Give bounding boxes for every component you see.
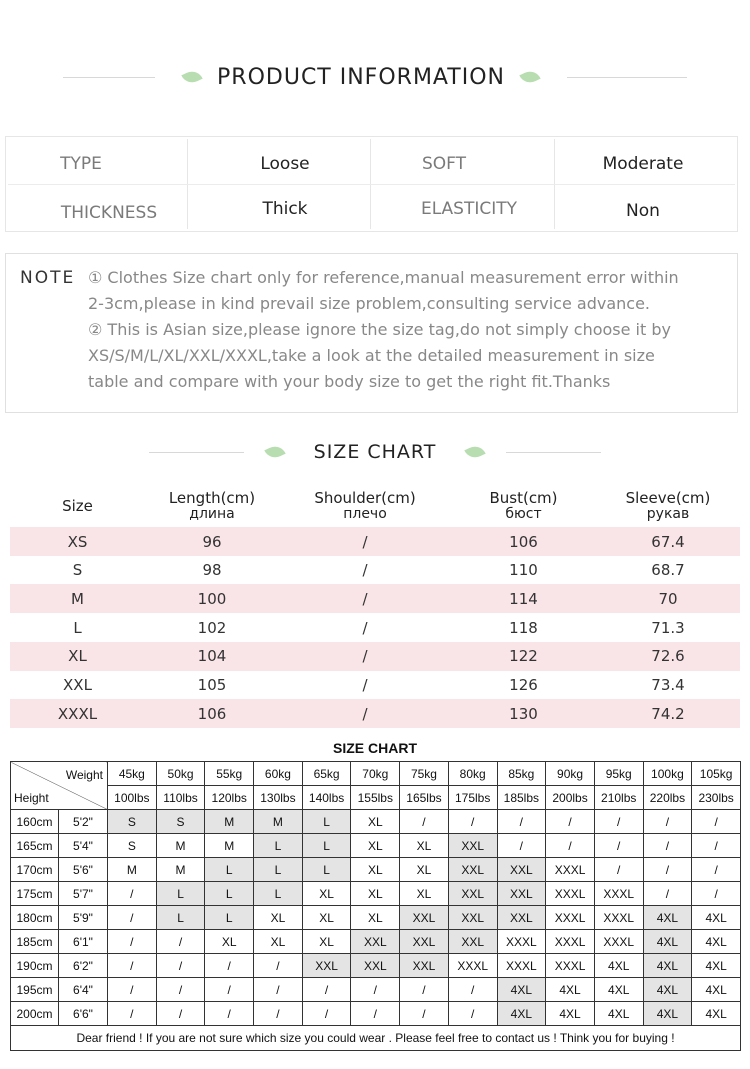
size-cell: XXL — [351, 954, 400, 978]
size-cell: XL — [254, 930, 303, 954]
size-cell: / — [156, 954, 205, 978]
size-cell: 4XL — [692, 978, 741, 1002]
header-length: Length(cm) — [168, 489, 256, 507]
height-cm: 200cm — [11, 1002, 59, 1026]
weight-kg: 50kg — [156, 762, 205, 786]
size-cell: L — [205, 858, 254, 882]
size-cell: 4XL — [594, 1002, 643, 1026]
weight-kg: 105kg — [692, 762, 741, 786]
info-value: Non — [626, 201, 660, 221]
size-cell: / — [156, 930, 205, 954]
height-cm: 165cm — [11, 834, 59, 858]
weight-kg: 85kg — [497, 762, 546, 786]
size-cell: / — [448, 1002, 497, 1026]
size-cell: XXXL — [546, 906, 595, 930]
size-chart-cell: 105 — [197, 676, 227, 694]
size-cell: 4XL — [643, 906, 692, 930]
size-cell: L — [254, 858, 303, 882]
height-ft: 5'2" — [59, 810, 108, 834]
size-cell: / — [692, 882, 741, 906]
height-cm: 180cm — [11, 906, 59, 930]
fit-chart-row — [11, 858, 741, 882]
size-cell: L — [205, 882, 254, 906]
size-chart-cell: / — [362, 704, 368, 723]
info-label: TYPE — [60, 154, 102, 174]
size-cell: / — [351, 978, 400, 1002]
size-cell: / — [692, 810, 741, 834]
header-bust: Bust(cm) — [489, 489, 558, 507]
size-cell: 4XL — [594, 954, 643, 978]
size-cell: L — [156, 882, 205, 906]
weight-kg: 75kg — [400, 762, 449, 786]
size-cell: L — [302, 810, 351, 834]
size-chart-cell: / — [362, 676, 368, 694]
size-cell: / — [254, 954, 303, 978]
size-cell: / — [108, 954, 157, 978]
fit-chart-row — [11, 930, 741, 954]
size-chart-cell: 98 — [202, 561, 222, 580]
size-cell: XL — [351, 858, 400, 882]
size-chart-row — [10, 642, 740, 671]
product-info-heading — [0, 62, 750, 92]
size-cell: XXL — [497, 906, 546, 930]
size-cell: XXL — [448, 906, 497, 930]
size-cell: / — [692, 858, 741, 882]
size-chart-cell: 106 — [197, 704, 227, 723]
size-cell: / — [205, 978, 254, 1002]
weight-lbs: 185lbs — [497, 786, 546, 810]
size-chart-cell: / — [362, 647, 368, 666]
size-cell: S — [156, 810, 205, 834]
size-cell: / — [351, 1002, 400, 1026]
size-cell: / — [108, 906, 157, 930]
note-line: ② This is Asian size,please ignore the size tag,do not simply choose it by — [88, 320, 671, 339]
size-cell: XL — [351, 834, 400, 858]
size-cell: XXL — [448, 834, 497, 858]
size-cell: 4XL — [497, 1002, 546, 1026]
size-cell: S — [108, 834, 157, 858]
size-chart-cell: / — [362, 618, 368, 637]
size-cell: XL — [351, 882, 400, 906]
fit-chart-row — [11, 810, 741, 834]
size-cell: XL — [351, 810, 400, 834]
divider-line — [149, 452, 244, 453]
size-cell: / — [108, 978, 157, 1002]
size-chart-cell: 73.4 — [651, 676, 685, 694]
size-cell: / — [594, 810, 643, 834]
size-cell: XXL — [497, 882, 546, 906]
leaf-icon — [519, 68, 540, 86]
height-label: Height — [14, 791, 49, 805]
size-cell: XXL — [448, 882, 497, 906]
size-cell: XXXL — [546, 930, 595, 954]
size-cell: XXXL — [594, 930, 643, 954]
size-cell: XXXL — [594, 906, 643, 930]
size-chart-cell: 96 — [202, 532, 222, 551]
size-cell: / — [400, 810, 449, 834]
weight-kg: 90kg — [546, 762, 595, 786]
size-chart-cell: XXXL — [57, 704, 98, 723]
size-cell: / — [643, 810, 692, 834]
header-sleeve: Sleeve(cm) — [625, 489, 711, 507]
size-cell: XL — [254, 906, 303, 930]
height-cm: 185cm — [11, 930, 59, 954]
size-cell: / — [108, 930, 157, 954]
size-cell: XXL — [400, 906, 449, 930]
size-cell: XXL — [497, 858, 546, 882]
size-chart-row — [10, 584, 740, 613]
size-cell: XXXL — [546, 954, 595, 978]
size-cell: L — [205, 906, 254, 930]
weight-lbs: 200lbs — [546, 786, 595, 810]
size-cell: L — [156, 906, 205, 930]
section-title: PRODUCT INFORMATION — [217, 64, 505, 90]
size-cell: 4XL — [692, 954, 741, 978]
size-cell: M — [205, 834, 254, 858]
size-chart-row — [10, 699, 740, 728]
size-cell: / — [156, 1002, 205, 1026]
size-cell: M — [108, 858, 157, 882]
size-cell: / — [302, 978, 351, 1002]
size-cell: / — [205, 954, 254, 978]
size-cell: 4XL — [497, 978, 546, 1002]
size-cell: XL — [302, 930, 351, 954]
size-cell: XXL — [351, 930, 400, 954]
size-cell: / — [643, 882, 692, 906]
size-cell: / — [643, 858, 692, 882]
leaf-icon — [181, 68, 202, 86]
weight-label: Weight — [65, 768, 103, 782]
size-chart-cell: L — [73, 618, 82, 637]
size-chart-cell: 104 — [197, 647, 227, 666]
note-line: table and compare with your body size to get the right fit.Thanks — [88, 372, 611, 391]
weight-lbs: 210lbs — [594, 786, 643, 810]
weight-kg: 80kg — [448, 762, 497, 786]
weight-kg: 95kg — [594, 762, 643, 786]
size-cell: / — [692, 834, 741, 858]
size-chart-header — [10, 484, 740, 528]
size-cell: XL — [400, 882, 449, 906]
size-cell: M — [156, 834, 205, 858]
info-value: Moderate — [602, 154, 684, 174]
info-value: Loose — [260, 154, 310, 174]
size-chart-cell: 102 — [197, 618, 227, 637]
size-cell: / — [643, 834, 692, 858]
size-chart-row — [10, 556, 740, 585]
size-cell: XL — [400, 858, 449, 882]
size-chart-cell: XL — [68, 647, 87, 666]
size-chart-cell: 118 — [509, 618, 538, 637]
divider-line — [506, 452, 601, 453]
size-cell: 4XL — [643, 954, 692, 978]
size-cell: XXXL — [594, 882, 643, 906]
height-cm: 190cm — [11, 954, 59, 978]
size-cell: L — [254, 834, 303, 858]
size-chart-cell: 74.2 — [651, 704, 685, 723]
weight-lbs: 175lbs — [448, 786, 497, 810]
height-ft: 5'9" — [59, 906, 108, 930]
size-chart-cell: 130 — [509, 704, 538, 723]
height-ft: 6'6" — [59, 1002, 108, 1026]
size-cell: XL — [400, 834, 449, 858]
size-chart-cell: 70 — [658, 589, 678, 608]
fit-chart-row — [11, 906, 741, 930]
size-chart-cell: 71.3 — [651, 618, 685, 637]
size-cell: L — [254, 882, 303, 906]
size-cell: 4XL — [692, 930, 741, 954]
fit-chart-row — [11, 882, 741, 906]
height-ft: 6'2" — [59, 954, 108, 978]
note-line: XS/S/M/L/XL/XXL/XXXL,take a look at the detailed measurement in size — [88, 346, 655, 365]
size-cell: / — [254, 978, 303, 1002]
header-size: Size — [62, 497, 93, 515]
size-cell: XL — [302, 906, 351, 930]
note-line: 2-3cm,please in kind prevail size problem,consulting service advance. — [88, 294, 651, 313]
note-label: NOTE — [20, 268, 76, 288]
fit-chart-row — [11, 834, 741, 858]
fit-chart-row — [11, 978, 741, 1002]
size-chart-cell: / — [362, 589, 368, 608]
size-cell: XL — [302, 882, 351, 906]
size-cell: / — [108, 1002, 157, 1026]
weight-height-corner — [11, 762, 108, 810]
size-cell: M — [156, 858, 205, 882]
size-cell: XXL — [448, 858, 497, 882]
size-cell: XL — [205, 930, 254, 954]
size-chart-row — [10, 527, 740, 556]
size-chart-cell: / — [362, 561, 368, 580]
size-cell: 4XL — [692, 1002, 741, 1026]
size-cell: / — [497, 810, 546, 834]
size-cell: 4XL — [546, 1002, 595, 1026]
size-cell: / — [205, 1002, 254, 1026]
weight-lbs: 100lbs — [108, 786, 157, 810]
size-cell: / — [594, 858, 643, 882]
header-shoulder: Shoulder(cm) — [314, 489, 416, 507]
size-chart-cell: / — [362, 532, 368, 551]
size-cell: 4XL — [594, 978, 643, 1002]
size-chart-cell: 126 — [509, 676, 538, 694]
fit-chart-title: SIZE CHART — [333, 740, 417, 756]
size-chart-cell: 122 — [509, 647, 538, 666]
header-bust-sub: бюст — [505, 506, 542, 522]
size-chart-cell: S — [72, 561, 83, 580]
divider-line — [63, 77, 155, 78]
fit-chart-footer: Dear friend ! If you are not sure which size you could wear . Please feel free to contact us ! Think you for buying ! — [11, 1026, 741, 1051]
size-cell: M — [205, 810, 254, 834]
leaf-icon — [465, 443, 486, 461]
weight-kg: 55kg — [205, 762, 254, 786]
size-cell: XXL — [400, 930, 449, 954]
product-info-table — [5, 136, 738, 232]
info-label: THICKNESS — [60, 203, 158, 223]
size-cell: / — [594, 834, 643, 858]
size-chart-row — [10, 613, 740, 642]
weight-kg: 65kg — [302, 762, 351, 786]
weight-lbs: 230lbs — [692, 786, 741, 810]
size-cell: / — [254, 1002, 303, 1026]
size-chart-cell: 68.7 — [651, 561, 685, 580]
size-cell: / — [108, 882, 157, 906]
size-chart-cell: 100 — [197, 589, 227, 608]
header-sleeve-sub: рукав — [646, 506, 690, 522]
leaf-icon — [264, 443, 285, 461]
height-ft: 5'6" — [59, 858, 108, 882]
size-chart-row — [10, 671, 740, 700]
size-cell: S — [108, 810, 157, 834]
info-value: Thick — [262, 199, 308, 219]
size-chart-cell: 114 — [509, 589, 538, 608]
size-cell: 4XL — [643, 1002, 692, 1026]
header-length-sub: длина — [189, 506, 235, 522]
weight-kg: 100kg — [643, 762, 692, 786]
size-cell: 4XL — [546, 978, 595, 1002]
weight-lbs: 220lbs — [643, 786, 692, 810]
weight-lbs: 110lbs — [156, 786, 205, 810]
note-line: ① Clothes Size chart only for reference,manual measurement error within — [88, 268, 679, 287]
height-cm: 170cm — [11, 858, 59, 882]
height-ft: 6'4" — [59, 978, 108, 1002]
size-cell: XXXL — [546, 858, 595, 882]
size-chart-cell: 110 — [509, 561, 538, 580]
fit-chart-row — [11, 954, 741, 978]
size-cell: XXXL — [497, 954, 546, 978]
size-cell: / — [400, 978, 449, 1002]
fit-chart-table — [10, 761, 741, 1051]
info-label: SOFT — [421, 154, 467, 174]
height-cm: 175cm — [11, 882, 59, 906]
fit-chart-row — [11, 1002, 741, 1026]
weight-lbs: 155lbs — [351, 786, 400, 810]
note-box — [5, 253, 738, 413]
section-title: SIZE CHART — [313, 441, 437, 463]
size-chart-heading — [0, 437, 750, 467]
size-chart-cell: XXL — [63, 676, 92, 694]
size-cell: XXXL — [546, 882, 595, 906]
header-shoulder-sub: плечо — [343, 506, 387, 522]
weight-lbs: 130lbs — [254, 786, 303, 810]
size-chart-cell: XS — [67, 532, 88, 551]
info-label: ELASTICITY — [420, 199, 518, 219]
height-cm: 160cm — [11, 810, 59, 834]
size-cell: L — [302, 858, 351, 882]
size-cell: / — [448, 978, 497, 1002]
height-ft: 6'1" — [59, 930, 108, 954]
size-cell: XL — [351, 906, 400, 930]
size-cell: 4XL — [643, 978, 692, 1002]
size-cell: M — [254, 810, 303, 834]
size-cell: XXL — [302, 954, 351, 978]
size-cell: 4XL — [643, 930, 692, 954]
size-chart-cell: 67.4 — [651, 532, 685, 551]
weight-kg: 60kg — [254, 762, 303, 786]
weight-lbs: 120lbs — [205, 786, 254, 810]
height-ft: 5'4" — [59, 834, 108, 858]
size-cell: / — [546, 810, 595, 834]
size-cell: XXL — [448, 930, 497, 954]
size-cell: / — [156, 978, 205, 1002]
size-cell: / — [302, 1002, 351, 1026]
size-cell: / — [546, 834, 595, 858]
weight-lbs: 140lbs — [302, 786, 351, 810]
size-cell: XXXL — [497, 930, 546, 954]
height-cm: 195cm — [11, 978, 59, 1002]
size-cell: L — [302, 834, 351, 858]
divider-line — [567, 77, 687, 78]
size-cell: / — [400, 1002, 449, 1026]
weight-kg: 70kg — [351, 762, 400, 786]
weight-kg: 45kg — [108, 762, 157, 786]
size-chart-cell: 106 — [509, 532, 538, 551]
size-chart-cell: 72.6 — [651, 647, 685, 666]
size-cell: / — [497, 834, 546, 858]
size-cell: XXXL — [448, 954, 497, 978]
size-cell: / — [448, 810, 497, 834]
size-chart-cell: M — [71, 589, 84, 608]
size-cell: 4XL — [692, 906, 741, 930]
size-cell: XXL — [400, 954, 449, 978]
weight-lbs: 165lbs — [400, 786, 449, 810]
height-ft: 5'7" — [59, 882, 108, 906]
